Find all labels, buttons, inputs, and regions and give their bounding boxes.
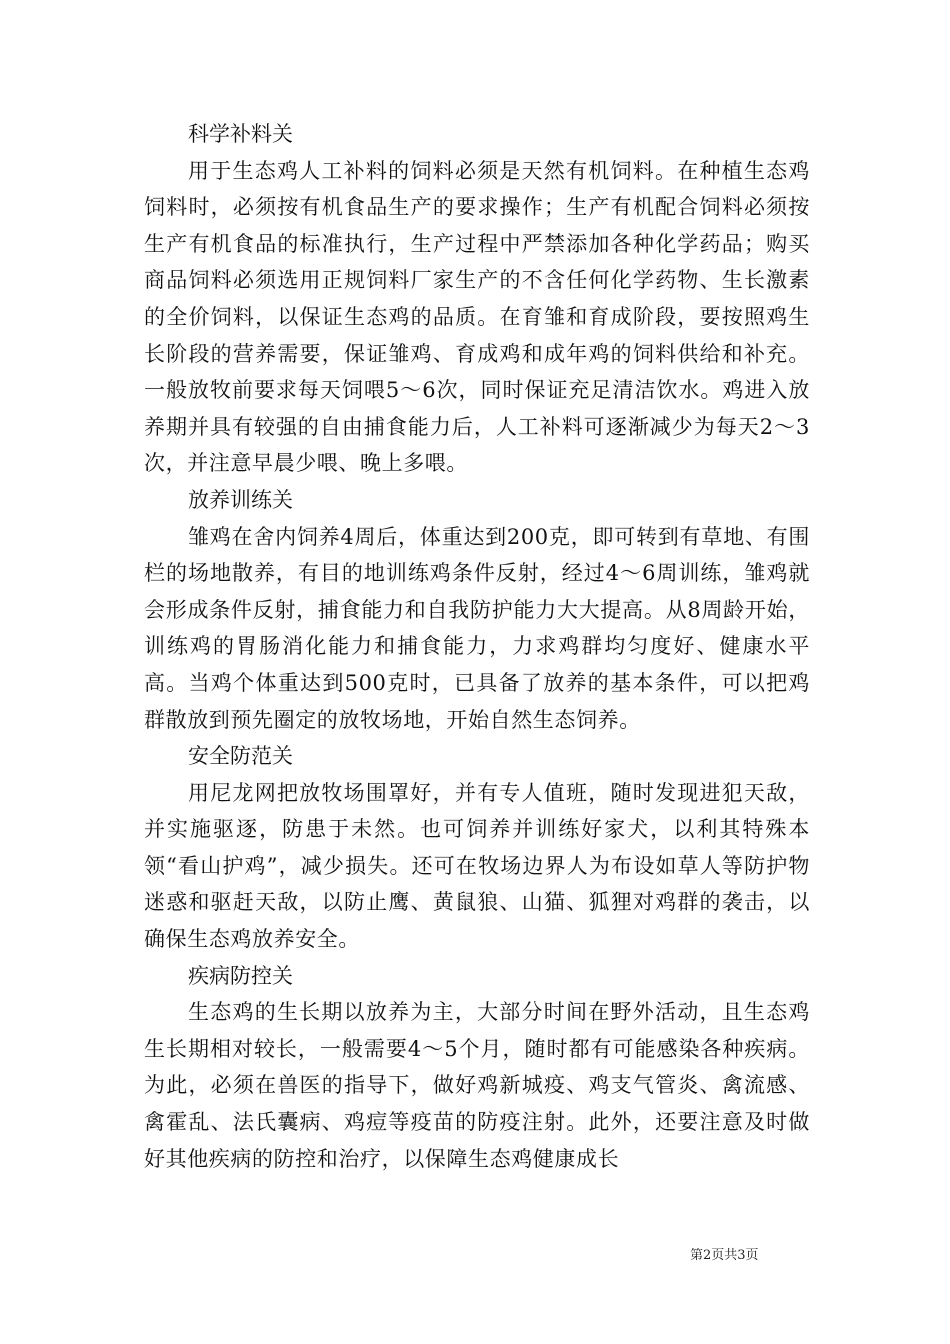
section-body-safety: 用尼龙网把放牧场围罩好，并有专人值班，随时发现进犯天敌，并实施驱逐，防患于未然。也可饲养并训练好家犬，以利其特殊本领“看山护鸡”，减少损失。还可在牧场边界人为布设如草人等防护物迷惑和驱赶天敌，以防止鹰、黄鼠狼、山猫、狐狸对鸡群的袭击，以确保生态鸡放养安全。 [144,780,810,952]
section-title-training: 放养训练关 [188,487,293,512]
section-title-disease: 疾病防控关 [188,963,293,988]
page-number: 第2页共3页 [690,1248,759,1263]
section-body-disease: 生态鸡的生长期以放养为主，大部分时间在野外活动，且生态鸡生长期相对较长，一般需要4～5个月，随时都有可能感染各种疾病。为此，必须在兽医的指导下，做好鸡新城疫、鸡支气管炎、禽流感、禽霍乱、法氏囊病、鸡痘等疫苗的防疫注射。此外，还要注意及时做好其他疾病的防控和治疗，以保障生态鸡健康成长 [144,1000,810,1171]
section-body-training: 雏鸡在舍内饲养4周后，体重达到200克，即可转到有草地、有围栏的场地散养，有目的地训练鸡条件反射，经过4～6周训练，雏鸡就会形成条件反射，捕食能力和自我防护能力大大提高。从8周龄开始，训练鸡的胃肠消化能力和捕食能力，力求鸡群均匀度好、健康水平高。当鸡个体重达到500克时，已具备了放养的基本条件，可以把鸡群散放到预先圈定的放牧场地，开始自然生态饲养。 [144,524,810,732]
section-title-feeding: 科学补料关 [188,122,293,146]
section-body-feeding: 用于生态鸡人工补料的饲料必须是天然有机饲料。在种植生态鸡饲料时，必须按有机食品生产的要求操作；生产有机配合饲料必须按生产有机食品的标准执行，生产过程中严禁添加各种化学药品；购买商品饲料必须选用正规饲料厂家生产的不含任何化学药物、生长激素的全价饲料，以保证生态鸡的品质。在育雏和育成阶段，要按照鸡生长阶段的营养需要，保证雏鸡、育成鸡和成年鸡的饲料供给和补充。一般放牧前要求每天饲喂5～6次，同时保证充足清洁饮水。鸡进入放养期并具有较强的自由捕食能力后，人工补料可逐渐减少为每天2～3次，并注意早晨少喂、晚上多喂。 [144,158,810,476]
document-body [144,116,810,1177]
section-title-safety: 安全防范关 [188,744,293,769]
